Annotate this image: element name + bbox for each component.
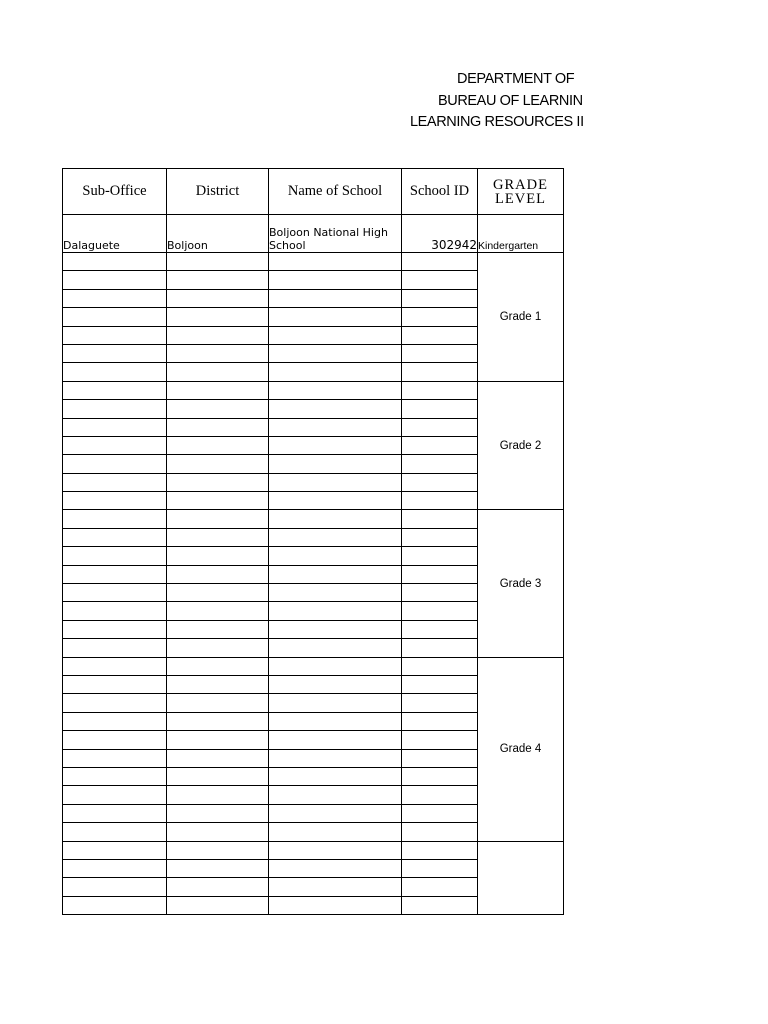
cell-school-id[interactable]: [402, 602, 478, 620]
cell-school-id[interactable]: [402, 878, 478, 896]
cell-sub-office[interactable]: [63, 289, 167, 307]
cell-sub-office[interactable]: [63, 326, 167, 344]
table-row: [63, 657, 564, 675]
cell-school-id[interactable]: [402, 896, 478, 914]
cell-sub-office[interactable]: [63, 786, 167, 804]
cell-district[interactable]: [167, 657, 269, 675]
cell-sub-office[interactable]: [63, 400, 167, 418]
cell-sub-office[interactable]: [63, 547, 167, 565]
cell-school-id[interactable]: [402, 675, 478, 693]
header-line-1: DEPARTMENT OF: [457, 71, 575, 87]
cell-district[interactable]: [167, 694, 269, 712]
cell-sub-office[interactable]: [63, 308, 167, 326]
cell-district[interactable]: [167, 565, 269, 583]
cell-school-name[interactable]: [269, 823, 402, 841]
cell-school-name[interactable]: [269, 381, 402, 399]
cell-district[interactable]: [167, 639, 269, 657]
cell-school-name[interactable]: Boljoon National High School: [269, 215, 402, 253]
cell-sub-office[interactable]: [63, 455, 167, 473]
table-body: [63, 215, 564, 915]
cell-school-id[interactable]: [402, 749, 478, 767]
cell-school-name[interactable]: [269, 308, 402, 326]
cell-school-name[interactable]: [269, 749, 402, 767]
cell-school-name[interactable]: [269, 657, 402, 675]
cell-school-id[interactable]: [402, 767, 478, 785]
cell-school-name[interactable]: [269, 767, 402, 785]
cell-school-id[interactable]: [402, 804, 478, 822]
cell-district[interactable]: [167, 767, 269, 785]
cell-sub-office[interactable]: [63, 749, 167, 767]
cell-sub-office[interactable]: [63, 804, 167, 822]
cell-district[interactable]: [167, 547, 269, 565]
cell-district[interactable]: [167, 418, 269, 436]
table-row: [63, 510, 564, 528]
cell-school-name[interactable]: [269, 841, 402, 859]
cell-school-id[interactable]: [402, 694, 478, 712]
cell-sub-office[interactable]: [63, 859, 167, 877]
cell-sub-office[interactable]: [63, 712, 167, 730]
cell-school-id[interactable]: [402, 418, 478, 436]
cell-district[interactable]: [167, 731, 269, 749]
cell-school-id[interactable]: [402, 731, 478, 749]
cell-grade-kindergarten: Kindergarten: [478, 215, 564, 253]
cell-school-name[interactable]: [269, 565, 402, 583]
table-row: [63, 841, 564, 859]
cell-district[interactable]: [167, 896, 269, 914]
cell-school-id[interactable]: [402, 859, 478, 877]
cell-school-id[interactable]: [402, 400, 478, 418]
grade-group-cell: Grade 2: [478, 381, 564, 510]
cell-school-name[interactable]: [269, 675, 402, 693]
cell-sub-office[interactable]: [63, 492, 167, 510]
grade-group-cell: [478, 841, 564, 915]
table-row: [63, 381, 564, 399]
cell-sub-office[interactable]: [63, 620, 167, 638]
cell-school-name[interactable]: [269, 418, 402, 436]
cell-school-id[interactable]: [402, 841, 478, 859]
cell-sub-office[interactable]: [63, 436, 167, 454]
cell-school-id[interactable]: [402, 455, 478, 473]
cell-school-id[interactable]: [402, 363, 478, 381]
cell-sub-office[interactable]: [63, 823, 167, 841]
cell-school-id[interactable]: [402, 253, 478, 271]
cell-school-name[interactable]: [269, 363, 402, 381]
cell-district[interactable]: [167, 492, 269, 510]
cell-sub-office[interactable]: [63, 381, 167, 399]
cell-sub-office[interactable]: [63, 675, 167, 693]
cell-district[interactable]: [167, 859, 269, 877]
cell-school-name[interactable]: [269, 731, 402, 749]
column-header-sub-office: Sub-Office: [63, 169, 167, 215]
cell-school-id[interactable]: [402, 381, 478, 399]
header-line-2: BUREAU OF LEARNIN: [438, 93, 583, 109]
cell-district[interactable]: [167, 510, 269, 528]
cell-sub-office[interactable]: [63, 657, 167, 675]
cell-district[interactable]: [167, 584, 269, 602]
report-header: [0, 60, 584, 140]
cell-school-name[interactable]: [269, 804, 402, 822]
cell-school-id[interactable]: [402, 344, 478, 362]
cell-district[interactable]: [167, 289, 269, 307]
cell-district[interactable]: [167, 528, 269, 546]
cell-school-id[interactable]: [402, 712, 478, 730]
cell-school-name[interactable]: [269, 547, 402, 565]
cell-sub-office[interactable]: [63, 271, 167, 289]
cell-sub-office[interactable]: [63, 344, 167, 362]
cell-school-name[interactable]: [269, 786, 402, 804]
cell-district[interactable]: [167, 455, 269, 473]
cell-district[interactable]: [167, 841, 269, 859]
cell-school-name[interactable]: [269, 712, 402, 730]
cell-sub-office[interactable]: [63, 473, 167, 491]
cell-school-id[interactable]: [402, 823, 478, 841]
cell-district[interactable]: [167, 786, 269, 804]
cell-district[interactable]: [167, 620, 269, 638]
table-row: [63, 215, 564, 253]
cell-district[interactable]: [167, 271, 269, 289]
cell-school-name[interactable]: [269, 878, 402, 896]
column-header-grade-level: GRADE LEVEL: [478, 169, 564, 215]
cell-sub-office[interactable]: [63, 418, 167, 436]
cell-school-name[interactable]: [269, 271, 402, 289]
cell-school-id[interactable]: [402, 786, 478, 804]
cell-sub-office[interactable]: [63, 694, 167, 712]
cell-district[interactable]: [167, 400, 269, 418]
cell-district[interactable]: [167, 878, 269, 896]
cell-district[interactable]: [167, 344, 269, 362]
cell-school-id[interactable]: [402, 528, 478, 546]
cell-school-name[interactable]: [269, 289, 402, 307]
cell-district[interactable]: [167, 381, 269, 399]
cell-school-id[interactable]: [402, 473, 478, 491]
cell-school-name[interactable]: [269, 510, 402, 528]
cell-school-id[interactable]: [402, 639, 478, 657]
cell-sub-office[interactable]: [63, 841, 167, 859]
cell-school-name[interactable]: [269, 896, 402, 914]
cell-school-name[interactable]: [269, 602, 402, 620]
cell-school-id[interactable]: [402, 308, 478, 326]
school-grade-table: [62, 168, 564, 915]
cell-district[interactable]: [167, 363, 269, 381]
cell-school-id[interactable]: [402, 620, 478, 638]
cell-school-id[interactable]: [402, 436, 478, 454]
cell-school-id[interactable]: [402, 657, 478, 675]
cell-school-name[interactable]: [269, 400, 402, 418]
cell-school-id[interactable]: [402, 510, 478, 528]
table-row: [63, 253, 564, 271]
cell-sub-office[interactable]: Dalaguete: [63, 215, 167, 253]
column-header-school-id: School ID: [402, 169, 478, 215]
cell-sub-office[interactable]: [63, 363, 167, 381]
cell-school-id[interactable]: [402, 289, 478, 307]
cell-school-name[interactable]: [269, 455, 402, 473]
cell-district[interactable]: [167, 804, 269, 822]
cell-school-id[interactable]: [402, 271, 478, 289]
cell-sub-office[interactable]: [63, 767, 167, 785]
cell-school-name[interactable]: [269, 620, 402, 638]
cell-school-name[interactable]: [269, 492, 402, 510]
cell-sub-office[interactable]: [63, 878, 167, 896]
cell-district[interactable]: [167, 436, 269, 454]
grade-group-cell: Grade 4: [478, 657, 564, 841]
cell-sub-office[interactable]: [63, 731, 167, 749]
cell-sub-office[interactable]: [63, 639, 167, 657]
cell-sub-office[interactable]: [63, 528, 167, 546]
cell-sub-office[interactable]: [63, 510, 167, 528]
cell-school-id[interactable]: 302942: [402, 215, 478, 253]
cell-sub-office[interactable]: [63, 896, 167, 914]
cell-district[interactable]: [167, 675, 269, 693]
cell-district[interactable]: [167, 326, 269, 344]
cell-school-name[interactable]: [269, 859, 402, 877]
cell-school-id[interactable]: [402, 326, 478, 344]
cell-school-id[interactable]: [402, 565, 478, 583]
cell-school-name[interactable]: [269, 584, 402, 602]
header-line-3: LEARNING RESOURCES II: [410, 114, 584, 130]
cell-district[interactable]: [167, 823, 269, 841]
cell-sub-office[interactable]: [63, 253, 167, 271]
grade-group-cell: Grade 1: [478, 253, 564, 382]
cell-school-name[interactable]: [269, 436, 402, 454]
cell-district[interactable]: [167, 749, 269, 767]
cell-district[interactable]: [167, 473, 269, 491]
cell-district[interactable]: [167, 253, 269, 271]
cell-school-id[interactable]: [402, 547, 478, 565]
cell-district[interactable]: Boljoon: [167, 215, 269, 253]
cell-district[interactable]: [167, 308, 269, 326]
cell-district[interactable]: [167, 712, 269, 730]
cell-school-id[interactable]: [402, 584, 478, 602]
grade-group-cell: Grade 3: [478, 510, 564, 657]
cell-school-name[interactable]: [269, 639, 402, 657]
cell-sub-office[interactable]: [63, 602, 167, 620]
cell-school-name[interactable]: [269, 473, 402, 491]
cell-school-name[interactable]: [269, 326, 402, 344]
cell-school-name[interactable]: [269, 528, 402, 546]
cell-school-name[interactable]: [269, 694, 402, 712]
column-header-school-name: Name of School: [269, 169, 402, 215]
cell-school-id[interactable]: [402, 492, 478, 510]
cell-district[interactable]: [167, 602, 269, 620]
cell-school-name[interactable]: [269, 253, 402, 271]
cell-sub-office[interactable]: [63, 584, 167, 602]
cell-sub-office[interactable]: [63, 565, 167, 583]
column-header-district: District: [167, 169, 269, 215]
cell-school-name[interactable]: [269, 344, 402, 362]
